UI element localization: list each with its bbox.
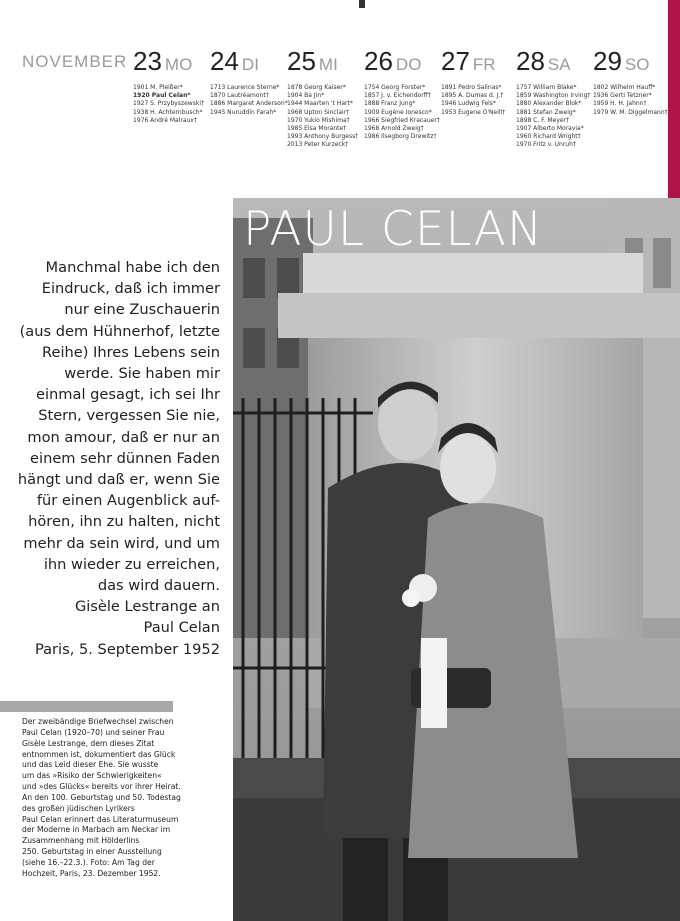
caption-line: und »des Glücks« bereits vor ihrer Heirat. xyxy=(22,782,181,792)
caption-line: Der zweibändige Briefwechsel zwischen xyxy=(22,717,174,726)
weekday-label: DI xyxy=(241,55,259,74)
weekday-label: MO xyxy=(164,55,193,74)
event-entry: 1970 Fritz v. Unruh† xyxy=(516,141,576,149)
day-header xyxy=(593,46,680,80)
event-entry: 1754 Georg Forster* xyxy=(364,84,426,91)
quote-block xyxy=(10,257,220,660)
day-events xyxy=(593,84,680,117)
quote-line: Paul Celan xyxy=(143,619,220,637)
day-number: 26 xyxy=(364,46,393,76)
event-entry: 1959 H. H. Jahnn† xyxy=(593,100,647,108)
caption-line: Paul Celan (1920–70) und seiner Frau xyxy=(22,727,165,737)
quote-line: Gisèle Lestrange an xyxy=(74,598,220,616)
quote-line: mehr da sein wird, und um xyxy=(23,534,220,552)
caption-line: (siehe 16.–22.3.). Foto: Am Tag der xyxy=(22,857,155,867)
event-entry: 1909 Eugène Ionesco* xyxy=(364,108,432,116)
caption-line: 250. Geburtstag in einer Ausstellung xyxy=(22,847,162,857)
event-entry: 1901 M. Pleißer* xyxy=(133,84,183,91)
quote-line: Reihe) Ihres Lebens sein xyxy=(41,343,220,361)
caption-line: Hochzeit, Paris, 23. Dezember 1952. xyxy=(22,868,161,878)
day-number: 23 xyxy=(133,46,162,76)
caption-line: An den 100. Geburtstag und 50. Todestag xyxy=(22,792,181,802)
event-entry: 1953 Eugene O'Neill† xyxy=(441,108,506,116)
caption-block xyxy=(22,717,230,880)
event-entry: 1886 Margaret Anderson* xyxy=(210,100,288,108)
event-entry: 1888 Franz Jung* xyxy=(364,100,416,108)
wedding-photo xyxy=(233,198,680,921)
event-entry: 1757 William Blake* xyxy=(516,84,577,91)
event-entry: 1946 Ludwig Fels* xyxy=(441,100,496,108)
event-entry: 1878 Georg Kaiser* xyxy=(287,84,346,91)
caption-line: um das »Risiko der Schwierigkeiten« xyxy=(22,771,162,781)
event-entry: 1986 Ilsegborg Drewitz† xyxy=(364,133,437,141)
event-entry: 1802 Wilhelm Hauff* xyxy=(593,84,656,91)
quote-line: werde. Sie haben mir xyxy=(64,365,220,383)
quote-line: Eindruck, daß ich immer xyxy=(41,280,220,298)
binding-mark xyxy=(359,0,365,8)
day-number: 29 xyxy=(593,46,622,76)
event-entry: 1904 Ba Jin* xyxy=(287,92,325,100)
event-entry: 1970 Yukio Mishima† xyxy=(287,116,350,124)
event-entry: 1898 C. F. Meyer† xyxy=(516,116,570,124)
caption-line: Paul Celan erinnert das Literaturmuseum xyxy=(22,814,179,824)
quote-line: mon amour, daß er nur an xyxy=(27,428,220,446)
weekday-label: DO xyxy=(395,55,422,74)
page-title: PAUL CELAN xyxy=(243,202,544,257)
event-entry: 1870 Lautréamont† xyxy=(210,92,269,100)
caption-line: der Moderne in Marbach am Neckar im xyxy=(22,825,171,835)
event-entry: 1966 Siegfried Kracauer† xyxy=(364,116,440,124)
event-entry: 1895 A. Dumas d. J.† xyxy=(441,92,504,100)
event-entry: 1945 Nuruddin Farah* xyxy=(210,108,277,116)
event-entry: 1881 Stefan Zweig* xyxy=(516,108,576,116)
event-entry: 1993 Anthony Burgess† xyxy=(287,133,359,141)
event-entry: 1927 S. Przybyszewski† xyxy=(133,100,204,108)
quote-line: für einen Augenblick auf- xyxy=(36,492,220,510)
event-entry: 1920 Paul Celan* xyxy=(133,92,191,100)
caption-line: und das Leid dieser Ehe. Sie wusste xyxy=(22,760,159,770)
day-number: 25 xyxy=(287,46,316,76)
event-entry: 1976 André Malraux† xyxy=(133,116,197,124)
event-entry: 1936 Gerti Tetzner* xyxy=(593,92,652,100)
event-entry: 1891 Pedro Salinas* xyxy=(441,84,502,91)
caption-divider xyxy=(0,701,173,712)
caption-line: des großen jüdischen Lyrikers xyxy=(22,803,135,813)
weekday-label: SA xyxy=(547,55,571,74)
quote-line: hängt und daß er, wenn Sie xyxy=(17,471,220,489)
event-entry: 2013 Peter Kurzeck† xyxy=(287,141,349,149)
weekday-label: MI xyxy=(318,55,338,74)
event-entry: 1960 Richard Wright† xyxy=(516,133,581,141)
event-entry: 1857 J. v. Eichendorff† xyxy=(364,92,431,100)
quote-line: das wird dauern. xyxy=(97,577,220,595)
weekday-label: SO xyxy=(624,55,650,74)
event-entry: 1968 Arnold Zweig† xyxy=(364,125,424,133)
quote-line: (aus dem Hühnerhof, letzte xyxy=(19,322,220,340)
event-entry: 1985 Elsa Morante† xyxy=(287,125,347,133)
day-number: 28 xyxy=(516,46,545,76)
quote-line: hören, ihn zu halten, nicht xyxy=(28,513,220,531)
caption-line: Zusammenhang mit Hölderlins xyxy=(22,836,140,846)
event-entry: 1968 Upton Sinclair† xyxy=(287,108,350,116)
quote-line: nur eine Zuschauerin xyxy=(64,301,220,319)
quote-line: ihn wieder zu erreichen, xyxy=(43,555,220,573)
wedding-photo-illustration xyxy=(233,198,680,921)
event-entry: 1944 Maarten 't Hart* xyxy=(287,100,353,108)
quote-line: einem sehr dünnen Faden xyxy=(30,449,220,467)
calendar-day xyxy=(593,46,680,117)
event-entry: 1938 H. Achternbusch* xyxy=(133,108,203,116)
event-entry: 1979 W. M. Diggelmann† xyxy=(593,108,668,116)
event-entry: 1880 Alexander Blok* xyxy=(516,100,582,108)
event-entry: 1907 Alberto Moravia* xyxy=(516,125,584,133)
day-number: 24 xyxy=(210,46,239,76)
event-entry: 1859 Washington Irving† xyxy=(516,92,591,100)
event-entry: 1713 Laurence Sterne* xyxy=(210,84,280,91)
weekday-label: FR xyxy=(472,55,496,74)
quote-line: Stern, vergessen Sie nie, xyxy=(38,407,220,425)
caption-line: entnommen ist, dokumentiert das Glück xyxy=(22,749,176,759)
quote-line: einmal gesagt, ich sei Ihr xyxy=(36,386,220,404)
calendar-month: NOVEMBER xyxy=(22,52,128,71)
caption-line: Gisèle Lestrange, dem dieses Zitat xyxy=(22,738,155,748)
day-number: 27 xyxy=(441,46,470,76)
quote-line: Manchmal habe ich den xyxy=(45,259,220,276)
quote-line: Paris, 5. September 1952 xyxy=(34,640,220,658)
